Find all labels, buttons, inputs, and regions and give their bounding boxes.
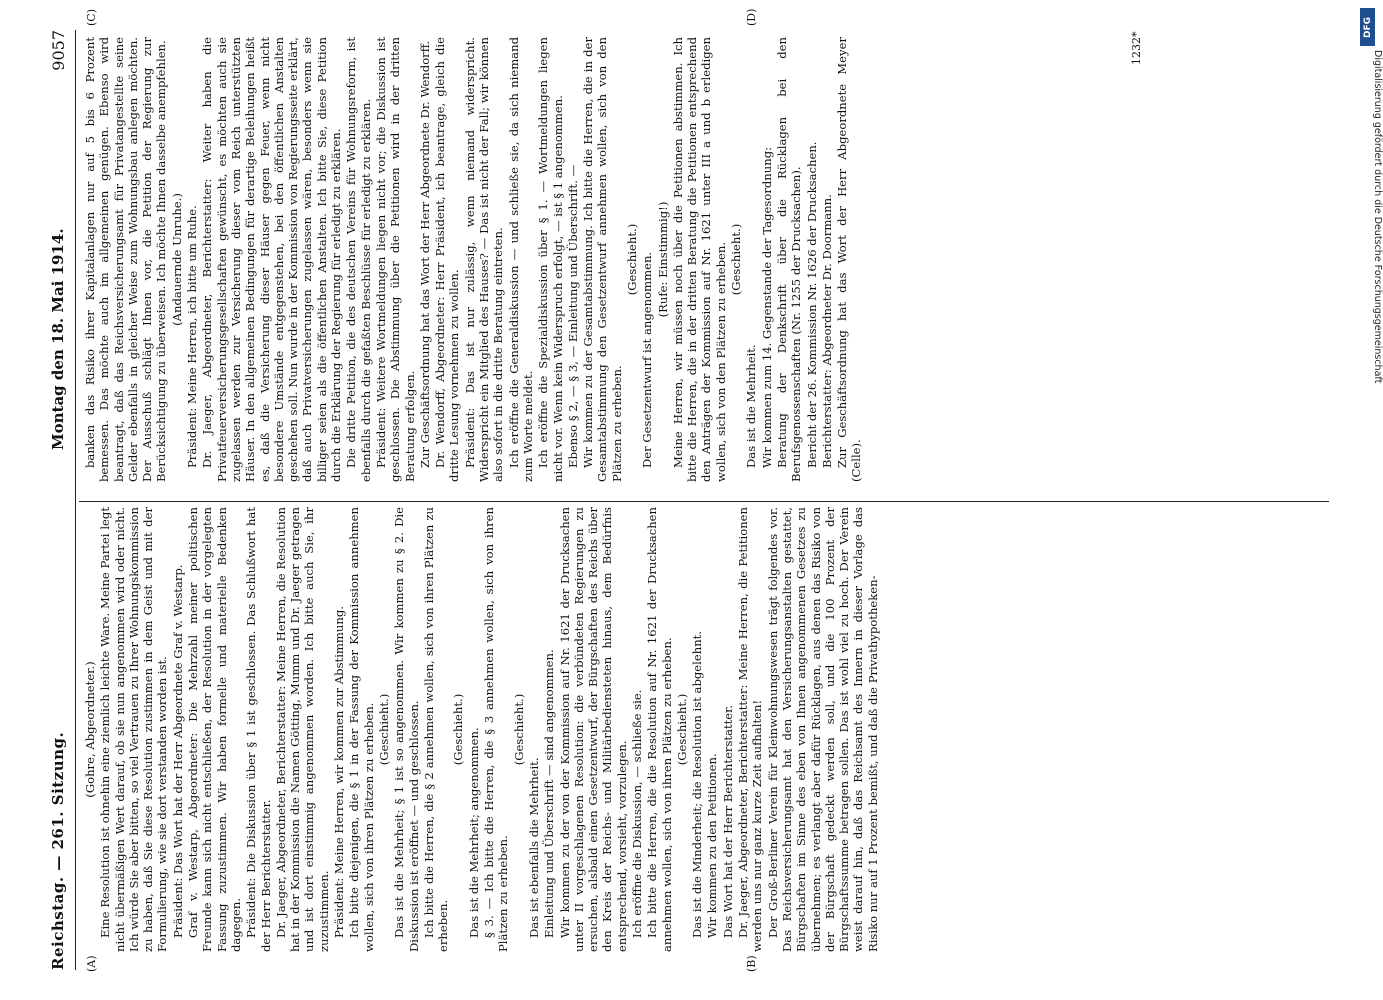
marker-b: (B) [745, 955, 758, 972]
column-left [83, 507, 881, 952]
paragraph: Berichterstatter: Abgeordneter Dr. Doormann. [819, 194, 834, 468]
paragraph: § 3. — Ich bitte die Herren, die § 3 annehmen wollen, sich von ihren Plätzen zu erheben. [482, 507, 511, 952]
column-right [83, 37, 865, 482]
paragraph: Der Groß-Berliner Verein für Kleinwohnungswesen trägt folgendes vor. Das Reichsversicherungsamt hat den Versicherungsanstalten gestattet, Bürgschaften im Sinne des eben von Ihnen angenommenen Gesetzes zu übernehmen; es verlangt aber dafür Rücklagen, aus denen das Risiko von der Bürgschaft gedeckt werden soll, und die 100 Prozent der Bürgschaftssumme betragen sollen. Das ist wohl viel zu hoch. Der Verein weist darauf hin, daß das Reichsamt des Innern in dieser Vorlage das Risiko nur auf 1 Prozent bemißt, und daß die Privathypotheken- [765, 507, 880, 952]
paragraph: Dr. Wendorff, Abgeordneter: Herr Präsident, ich beantrage, gleich die dritte Lesung vornehmen zu wollen. [433, 37, 462, 482]
paragraph: Präsident: Das Wort hat der Herr Abgeordnete Graf v. Westarp. [170, 564, 185, 938]
paragraph: (Geschieht.) [674, 693, 689, 766]
header-left: Reichstag. — 261. Sitzung. [49, 731, 67, 970]
paragraph: (Geschieht.) [451, 693, 466, 766]
paragraph: Präsident: Die Diskussion über § 1 ist geschlossen. Das Schlußwort hat der Herr Berichterstatter. [244, 507, 273, 952]
paragraph: Der Gesetzentwurf ist angenommen. [640, 251, 655, 468]
dfg-logo [1360, 8, 1375, 46]
paragraph: Ich eröffne die Diskussion, — schließe sie. [629, 689, 644, 938]
paragraph: (Geschieht.) [624, 223, 639, 296]
paragraph: Das ist die Mehrheit. [744, 344, 759, 468]
footnote-number: 1232* [1130, 31, 1143, 65]
paragraph: Ich eröffne die Generaldiskussion — und schließe sie, da sich niemand zum Worte meldet. [506, 37, 535, 482]
marker-a: (A) [85, 955, 98, 972]
paragraph: Graf v. Westarp, Abgeordneter: Die Mehrzahl meiner politischen Freunde kann sich nicht entschließen, der Resolution in der vorgelegten Fassung zuzustimmen. Wir haben formelle und materielle Bedenken dagegen. [186, 507, 243, 952]
sidebar-attribution [1369, 50, 1383, 740]
paragraph: Einleitung und Überschrift — sind angenommen. [542, 649, 557, 938]
paragraph: Wir kommen zu der von der Kommission auf Nr. 1621 der Drucksachen unter II vorgeschlagenen Resolution: die verbündeten Regierungen zu ersuchen, alsbald einen Gesetzentwurf, der Bürgschaften des Reichs über den Kreis der Reichs- und Militärbediensteten hinaus, dem Bedürfnis entsprechend, vorsieht, vorzulegen. [557, 507, 629, 952]
paragraph: Das ist ebenfalls die Mehrheit. [526, 757, 541, 938]
paragraph: Das ist die Mehrheit; § 1 ist so angenommen. Wir kommen zu § 2. Die Diskussion ist eröffnet — und geschlossen. [392, 507, 421, 952]
paragraph: Ebenso § 2, — § 3, — Einleitung und Überschrift. — [565, 164, 580, 468]
paragraph: Präsident: Meine Herren, wir kommen zur Abstimmung. [332, 606, 347, 938]
rotated-page [45, 8, 1345, 972]
paragraph: Dr. Jaeger, Abgeordneter, Berichterstatter: Weiter haben die Privatfeuerversicherungsgesellschaften gewünscht, es möchten auch sie zugelassen werden zur Versicherung dieser vom Reich unterstützten Häuser. In den allgemeinen Bedingungen für derartige Beleihungen heißt es, daß die Versicherung dieser Häuser gegen Feuer, wenn nicht besondere Umstände entgegenstehen, bei den öffentlichen Anstalten geschehen soll. Nun wurde in der Kommission von Regierungsseite erklärt, daß auch Privatversicherungen zugelassen wären, besonders wenn sie billiger seien als die öffentlichen Anstalten. Ich bitte Sie, diese Petition durch die Erklärung der Regierung für erledigt zu erklären. [200, 37, 344, 482]
paragraph: banken das Risiko ihrer Kapitalanlagen nur auf 5 bis 6 Prozent bemessen. Das möchte auch im allgemeinen genügen. Ebenso wird beantragt, daß das Reichsversicherungsamt für Privatangestellte seine Gelder ebenfalls in gleicher Weise zum Wohnungsbau anlegen möchten. Der Ausschuß schlägt Ihnen vor, die Petition der Regierung zur Berücksichtigung zu überweisen. Ich möchte Ihnen dasselbe anempfehlen. [83, 37, 169, 482]
paragraph: Dr. Jaeger, Abgeordneter, Berichterstatter: Meine Herren, die Petitionen werden uns nur ganz kurze Zeit aufhalten! [736, 507, 765, 952]
marker-c: (C) [85, 9, 98, 26]
paragraph: Eine Resolution ist ohnehin eine ziemlich leichte Ware. Meine Partei legt nicht übermäßigen Wert darauf, ob sie nun angenommen wird oder nicht. Ich würde Sie aber bitten, so viel Vertrauen zu Ihrer Wohnungskommission zu haben, daß Sie diese Resolution zustimmen in dem Geist und mit der Formulierung, wie sie dort verstanden worden ist. [98, 507, 170, 952]
paragraph: (Rufe: Einstimmig!) [655, 201, 670, 318]
paragraph: (Geschieht.) [511, 693, 526, 766]
paragraph: Das Wort hat der Herr Berichterstatter. [720, 704, 735, 938]
paragraph: (Geschieht.) [729, 223, 744, 296]
paragraph: Bericht der 26. Kommission Nr. 1626 der Drucksachen. [804, 141, 819, 468]
paragraph: Präsident: Weitere Wortmeldungen liegen nicht vor; die Diskussion ist geschlossen. Die Abstimmung über die Petitionen wird in der dritten Beratung erfolgen. [373, 37, 417, 482]
header-rule [75, 30, 76, 970]
paragraph: Präsident: Das ist nur zulässig, wenn niemand widerspricht. Widerspricht ein Mitglied des Hauses? — Das ist nicht der Fall; wir können also sofort in die dritte Beratung eintreten. [462, 37, 506, 482]
paragraph: Ich bitte diejenigen, die § 1 in der Fassung der Kommission annehmen wollen, sich von ihren Plätzen zu erheben. [347, 507, 376, 952]
paragraph: Zur Geschäftsordnung hat das Wort der Herr Abgeordnete Dr. Wendorff. [417, 40, 432, 468]
header-date: Montag den 18. Mai 1914. [49, 228, 67, 450]
paragraph: Meine Herren, wir müssen noch über die Petitionen abstimmen. Ich bitte die Herren, die in der dritten Beratung die Petitionen entsprechend den Anträgen der Kommission auf Nr. 1621 unter III a und b erledigen wollen, sich von den Plätzen zu erheben. [670, 37, 728, 482]
column-divider [79, 501, 1329, 502]
paragraph: Das ist die Minderheit; die Resolution ist abgelehnt. [690, 630, 705, 938]
paragraph: (Gohre, Abgeordneter.) [83, 661, 97, 798]
paragraph: Ich bitte die Herren, die die Resolution auf Nr. 1621 der Drucksachen annehmen wollen, sich von ihren Plätzen zu erheben. [645, 507, 674, 952]
paragraph: Wir kommen zu den Petitionen. [705, 753, 720, 938]
paragraph: Beratung der Denkschrift über die Rücklagen bei den Berufsgenossenschaften (Nr. 1255 der Drucksachen). [774, 37, 804, 482]
dfg-logo-text: DFG [1363, 16, 1373, 38]
paragraph: Wir kommen zu der Gesamtabstimmung. Ich bitte die Herren, die in der Gesamtabstimmung den Gesetzentwurf annehmen wollen, sich von den Plätzen zu erheben. [581, 37, 624, 482]
paragraph: (Geschieht.) [376, 693, 391, 766]
paragraph: Die dritte Petition, die des deutschen Vereins für Wohnungsreform, ist ebenfalls durch die gefaßten Beschlüsse für erledigt zu erklären. [344, 37, 373, 482]
paragraph: (Andauernde Unruhe.) [169, 193, 184, 326]
paragraph: Das ist die Mehrheit; angenommen. [466, 727, 481, 938]
paragraph: Ich eröffne die Spezialdiskussion über § 1. — Wortmeldungen liegen nicht vor. Wenn kein Widerspruch erfolgt, — ist § 1 angenommen. [536, 37, 565, 482]
paragraph: Zur Geschäftsordnung hat das Wort der Herr Abgeordnete Meyer (Celle). [835, 37, 864, 482]
paragraph: Wir kommen zum 14. Gegenstande der Tagesordnung: [759, 146, 774, 468]
page-header [45, 30, 75, 970]
paragraph: Dr. Jaeger, Abgeordneter, Berichterstatter: Meine Herren, die Resolution hat in der Kommission die Namen Götting, Mumm und Dr. Jaeger getragen und ist dort einstimmig angenommen worden. Ich bitte auch Sie, ihr zuzustimmen. [273, 507, 331, 952]
paragraph: Ich bitte die Herren, die § 2 annehmen wollen, sich von ihren Plätzen zu erheben. [421, 507, 451, 952]
paragraph: Präsident: Meine Herren, ich bitte um Ruhe. [185, 205, 200, 468]
page-number: 9057 [49, 30, 68, 71]
attribution-text: Digitalisierung gefördert durch die Deutsche Forschungsgemeinschaft [1372, 50, 1383, 384]
marker-d: (D) [745, 8, 758, 26]
